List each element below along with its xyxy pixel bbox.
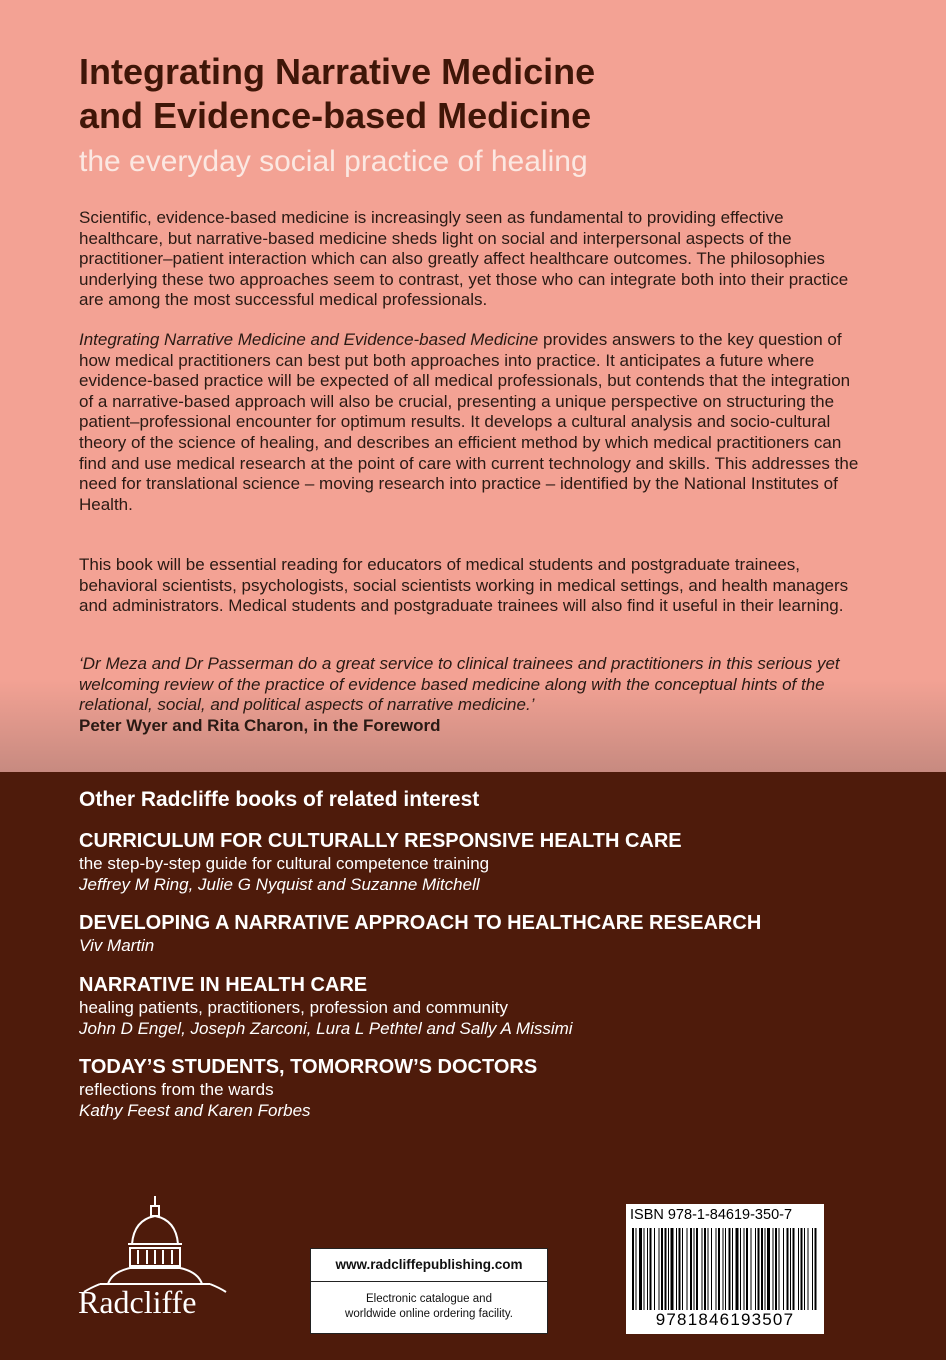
website-box	[310, 1248, 548, 1334]
publisher-website-link[interactable]: www.radcliffepublishing.com	[311, 1249, 547, 1282]
endorsement-quote-block	[79, 654, 869, 736]
related-books-heading: Other Radcliffe books of related interest	[79, 788, 480, 811]
related-book-title: NARRATIVE IN HEALTH CARE	[79, 974, 368, 996]
related-book-title: TODAY’S STUDENTS, TOMORROW’S DOCTORS	[79, 1056, 538, 1078]
description-paragraph-3: This book will be essential reading for educators of medical students and postgraduate trainees, behavioral scientists, psychologists, social scientists working in medical settings, and health managers and administrators. Medical students and postgraduate trainees will also find it useful in their learning.	[79, 555, 849, 616]
related-book-subtitle: the step-by-step guide for cultural competence training	[79, 854, 490, 873]
related-book-authors: Kathy Feest and Karen Forbes	[79, 1101, 311, 1120]
title-reference: Integrating Narrative Medicine and Evidence-based Medicine	[79, 330, 539, 349]
related-book-authors: Viv Martin	[79, 936, 155, 955]
endorsement-quote: ‘Dr Meza and Dr Passerman do a great service to clinical trainees and practitioners in this serious yet welcoming review of the practice of evidence based medicine along with the conceptual hints of the relational, social, and political aspects of narrative medicine.’	[79, 654, 840, 715]
related-book-3	[79, 973, 869, 1039]
related-book-title: CURRICULUM FOR CULTURALLY RESPONSIVE HEALTH CARE	[79, 830, 682, 852]
endorsement-attribution: Peter Wyer and Rita Charon, in the Foreword	[79, 715, 441, 735]
book-title-line-1: Integrating Narrative Medicine	[79, 51, 596, 92]
book-title-line-2: and Evidence-based Medicine	[79, 95, 592, 136]
website-description-line-2: worldwide online ordering facility.	[345, 1308, 513, 1320]
related-book-subtitle: healing patients, practitioners, profession and community	[79, 998, 509, 1017]
book-title	[79, 50, 595, 138]
related-book-2	[79, 911, 869, 956]
publisher-logo-text: Radcliffe	[78, 1284, 197, 1320]
isbn-label: ISBN 978-1-84619-350-7	[630, 1207, 793, 1223]
description-paragraph-2-text: provides answers to the key question of how medical practitioners can best put both approaches into practice. It anticipates a future where evidence-based practice will be expected of all medical professionals, but contends that the integration of a narrative-based approach will also be crucial, presenting a unique perspective on structuring the patient–professional encounter for optimum results. It develops a cultural analysis and socio-cultural theory of the science of healing, and describes an efficient method by which medical practitioners can find and use medical research at the point of care with current technology and skills. This addresses the need for translational science – moving research into practice – identified by the National Institutes of Health.	[79, 330, 859, 514]
description-paragraph-1: Scientific, evidence-based medicine is increasingly seen as fundamental to providing effective healthcare, but narrative-based medicine sheds light on social and interpersonal aspects of the practitioner–patient interaction which can also greatly affect healthcare outcomes. The philosophies underlying these two approaches seem to contrast, yet those who can integrate both into their practice are among the most successful medical professionals.	[79, 208, 849, 310]
related-book-authors: John D Engel, Joseph Zarconi, Lura L Pethtel and Sally A Missimi	[79, 1019, 573, 1038]
description-paragraph-2	[79, 330, 869, 515]
related-book-1	[79, 829, 869, 895]
related-book-4	[79, 1055, 869, 1121]
related-book-subtitle: reflections from the wards	[79, 1080, 274, 1099]
isbn-barcode	[626, 1204, 824, 1334]
related-book-authors: Jeffrey M Ring, Julie G Nyquist and Suzanne Mitchell	[79, 875, 480, 894]
related-book-title: DEVELOPING A NARRATIVE APPROACH TO HEALTHCARE RESEARCH	[79, 912, 762, 934]
website-description	[311, 1282, 547, 1322]
website-description-line-1: Electronic catalogue and	[366, 1293, 492, 1305]
barcode-number: 9781846193507	[628, 1310, 822, 1330]
book-subtitle: the everyday social practice of healing	[79, 145, 588, 178]
